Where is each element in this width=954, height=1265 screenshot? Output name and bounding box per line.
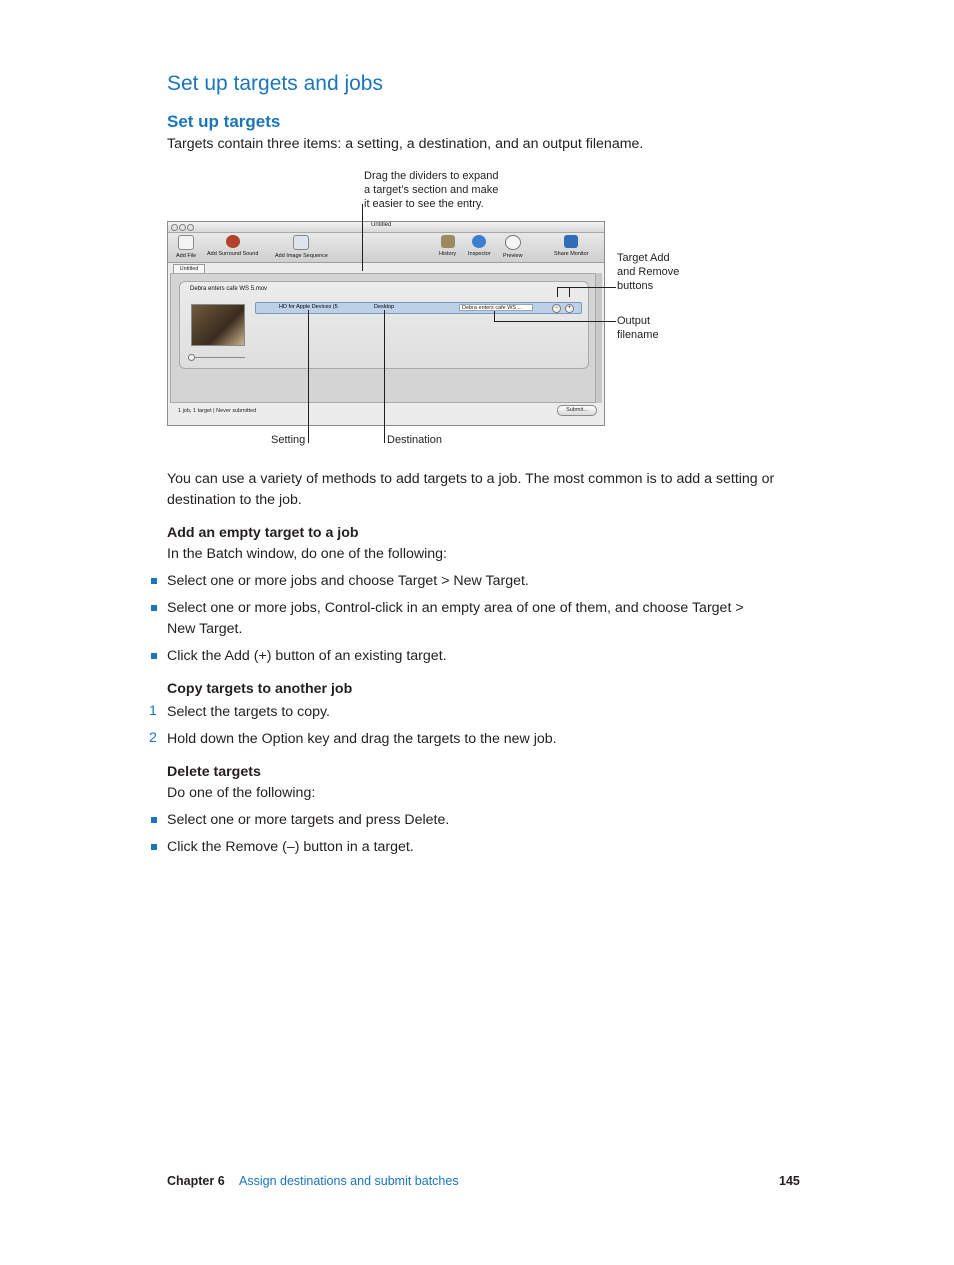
add-target-button[interactable]: + [565,304,574,313]
task-heading-copy-targets: Copy targets to another job [167,681,353,697]
step-number: 2 [149,730,157,746]
step-number: 1 [149,703,157,719]
bullet-icon [151,653,157,659]
list-item: Select one or more jobs and choose Target > New Target. [167,573,529,589]
share-monitor-button[interactable]: Share Monitor [554,235,589,257]
inspector-icon [472,235,486,248]
output-callout-tick [494,311,495,322]
surround-sound-icon [226,235,240,248]
list-item: Click the Add (+) button of an existing target. [167,648,447,664]
list-item-continued: New Target. [167,621,243,637]
bullet-icon [151,605,157,611]
task-lead-add-target: In the Batch window, do one of the following: [167,546,447,562]
remove-target-button[interactable]: − [552,304,561,313]
add-image-sequence-button[interactable]: Add Image Sequence [275,235,328,259]
list-item: Select one or more targets and press Delete. [167,812,450,828]
list-item: Select one or more jobs, Control-click in an empty area of one of them, and choose Target > [167,600,744,616]
bullet-icon [151,844,157,850]
paragraph-line-1: You can use a variety of methods to add targets to a job. The most common is to add a setting or [167,471,775,487]
section-heading: Set up targets [167,112,281,131]
callout-destination: Destination [387,434,443,446]
tab-untitled[interactable]: Untitled [173,264,205,275]
preview-icon [505,235,521,250]
footer-chapter: Chapter 6 [167,1174,225,1188]
job-thumbnail [191,304,245,346]
dividers-callout-line [362,204,363,271]
job-name: Debra enters cafe WS 5.mov [190,286,268,292]
thumbnail-slider[interactable] [191,357,245,358]
batch-window [167,221,605,426]
callout-output-filename: Output filename [617,315,659,341]
paragraph-line-2: destination to the job. [167,492,302,508]
page-number: 145 [779,1174,800,1188]
destination-callout-line [384,310,385,443]
callout-setting: Setting [271,434,306,446]
scrollbar[interactable] [596,273,602,403]
history-button[interactable]: History [439,235,456,257]
task-heading-add-target: Add an empty target to a job [167,525,359,541]
submit-button[interactable]: Submit... [557,405,597,416]
step-item: Hold down the Option key and drag the targets to the new job. [167,731,557,747]
task-heading-delete-targets: Delete targets [167,764,261,780]
status-text: 1 job, 1 target | Never submitted [178,408,257,414]
bullet-icon [151,817,157,823]
bullet-icon [151,578,157,584]
batch-content [170,273,596,403]
close-window-button[interactable] [171,224,178,231]
target-row[interactable] [255,302,582,314]
task-lead-delete-targets: Do one of the following: [167,785,316,801]
setting-callout-line [308,310,309,443]
image-sequence-icon [293,235,309,250]
intro-text: Targets contain three items: a setting, a destination, and an output filename. [167,136,644,152]
target-setting[interactable]: HD for Apple Devices (5 [279,304,338,310]
window-title: Untitled [371,222,392,228]
add-file-button[interactable]: Add File [176,235,196,259]
list-item: Click the Remove (–) button in a target. [167,839,414,855]
add-surround-sound-button[interactable]: Add Surround Sound [207,235,258,257]
step-item: Select the targets to copy. [167,704,330,720]
minimize-window-button[interactable] [179,224,186,231]
page-title: Set up targets and jobs [167,72,383,95]
share-monitor-icon [564,235,578,248]
buttons-callout-line [557,287,616,288]
title-bar [168,222,604,233]
footer-chapter-title-link[interactable]: Assign destinations and submit batches [239,1174,459,1188]
output-callout-line [494,321,616,322]
buttons-callout-tick-left [557,287,558,297]
slider-knob[interactable] [188,354,195,361]
toolbar [168,233,604,263]
preview-button[interactable]: Preview [503,235,523,259]
inspector-button[interactable]: Inspector [468,235,491,257]
zoom-window-button[interactable] [187,224,194,231]
history-icon [441,235,455,248]
callout-add-remove: Target Add and Remove buttons [617,252,680,292]
output-filename-field[interactable]: Debra enters cafe WS ... [459,304,533,311]
callout-dividers: Drag the dividers to expand a target’s section and make it easier to see the entry. [364,170,499,210]
buttons-callout-tick-right [569,287,570,297]
target-destination[interactable]: Desktop [374,304,395,310]
add-file-icon [178,235,194,250]
